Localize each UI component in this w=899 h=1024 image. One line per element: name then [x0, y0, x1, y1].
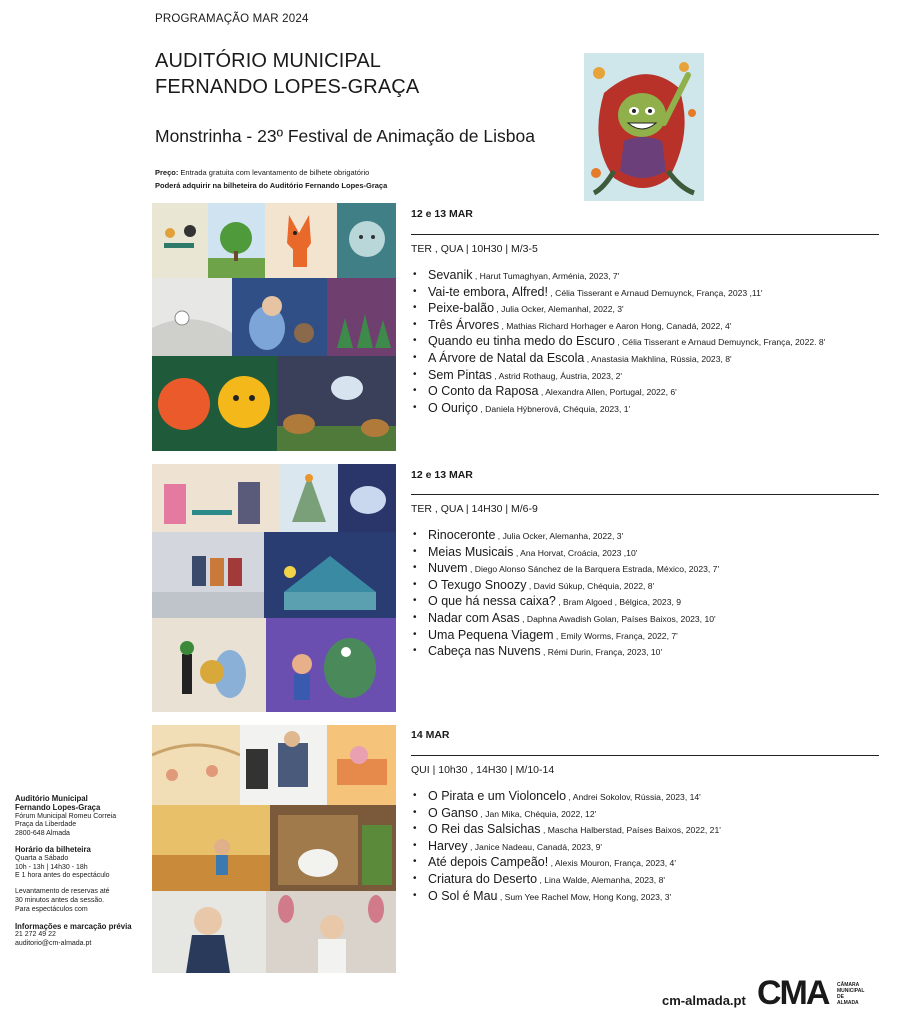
- film-item: • O Rei das Salsichas , Mascha Halberstad, Países Baixos, 2022, 21': [413, 822, 721, 837]
- film-still: [240, 725, 327, 805]
- film-item: • Peixe-balão , Julia Ocker, Alemanhal, 2022, 3': [413, 301, 624, 316]
- section-2-film-list: [413, 527, 719, 660]
- film-still: [152, 725, 240, 805]
- film-item: • Harvey , Janice Nadeau, Canadá, 2023, 9': [413, 838, 603, 853]
- sidebar-address-line: Praça da Liberdade: [15, 821, 77, 829]
- film-still: [152, 464, 280, 532]
- film-item: • O Ganso , Jan Mika, Chéquia, 2022, 12': [413, 805, 597, 820]
- sidebar-box-office-line: E 1 hora antes do espectáculo: [15, 872, 110, 880]
- sidebar-box-office-title: Horário da bilheteira: [15, 844, 91, 854]
- film-item: • A Árvore de Natal da Escola , Anastasia Makhlina, Rússia, 2023, 8': [413, 350, 732, 365]
- film-item: • Vai-te embora, Alfred! , Célia Tisserant e Arnaud Demuynck, França, 2023 ,11': [413, 284, 763, 299]
- film-item: • O Sol é Mau , Sum Yee Rachel Mow, Hong Kong, 2023, 3': [413, 888, 672, 903]
- film-still: [266, 891, 396, 973]
- film-item: • Quando eu tinha medo do Escuro , Célia Tisserant e Arnaud Demuynck, França, 2022. 8': [413, 334, 826, 349]
- film-still: [232, 278, 327, 356]
- cma-logo-caption: CÂMARA MUNICIPAL DE ALMADA: [837, 982, 865, 1006]
- film-still: [152, 805, 270, 891]
- film-item: • Sevanik , Harut Tumaghyan, Arménia, 2023, 7': [413, 268, 620, 282]
- venue-title-line1: AUDITÓRIO MUNICIPAL: [155, 50, 381, 72]
- venue-info-sidebar: [15, 795, 132, 949]
- film-still: [152, 203, 208, 278]
- film-item: • O que há nessa caixa? , Bram Algoed , Bélgica, 2023, 9: [413, 594, 682, 609]
- section-3-film-list: [413, 788, 721, 904]
- sidebar-phone: 21 272 49 22: [15, 931, 56, 939]
- film-still: [277, 356, 396, 451]
- section-1-date: 12 e 13 MAR: [411, 208, 473, 220]
- sidebar-address-line: 2800-648 Almada: [15, 830, 70, 838]
- film-stills-mosaic: [152, 464, 396, 712]
- film-item: • Nadar com Asas , Daphna Awadish Golan, Países Baixos, 2023, 10': [413, 610, 716, 625]
- film-stills-mosaic: [152, 725, 396, 973]
- venue-title-line2: FERNANDO LOPES-GRAÇA: [155, 76, 420, 98]
- sidebar-venue-name: Auditório Municipal: [15, 794, 88, 803]
- film-still: [327, 725, 396, 805]
- section-2-divider: [411, 494, 879, 495]
- film-item: • O Ouriço , Daniela Hýbnerová, Chéquia, 2023, 1': [413, 400, 631, 415]
- film-still: [152, 532, 264, 618]
- film-still: [270, 805, 396, 891]
- film-item: • O Conto da Raposa , Alexandra Allen, Portugal, 2022, 6': [413, 384, 677, 399]
- sidebar-email[interactable]: auditorio@cm-almada.pt: [15, 940, 92, 948]
- section-3-divider: [411, 755, 879, 756]
- cma-logo-mark: CMA: [757, 974, 829, 1012]
- venue-title: [155, 48, 419, 100]
- film-still: [152, 356, 277, 451]
- section-3-session: QUI | 10h30 , 14H30 | M/10-14: [411, 764, 555, 776]
- sidebar-box-office-line: Quarta a Sábado: [15, 854, 69, 862]
- film-item: • Uma Pequena Viagem , Emily Worms, França, 2022, 7': [413, 627, 678, 642]
- sidebar-reservation-line: Para espectáculos com: [15, 905, 88, 913]
- section-2-date: 12 e 13 MAR: [411, 469, 473, 481]
- film-still: [338, 464, 396, 532]
- section-1-session: TER , QUA | 10H30 | M/3-5: [411, 243, 538, 255]
- film-stills-mosaic: [152, 203, 396, 451]
- film-still: [152, 278, 232, 356]
- sidebar-box-office-line: 10h - 13h | 14h30 - 18h: [15, 863, 88, 871]
- sidebar-info-title: Informações e marcação prévia: [15, 921, 132, 931]
- sidebar-reservation-line: 30 minutos antes da sessão.: [15, 896, 105, 904]
- film-still: [280, 464, 338, 532]
- film-item: • Três Árvores , Mathias Richard Horhager e Aaron Hong, Canadá, 2022, 4': [413, 317, 732, 332]
- section-1-film-list: [413, 267, 825, 416]
- film-still: [337, 203, 396, 278]
- price-label: Preço:: [155, 168, 179, 177]
- film-item: • Meias Musicais , Ana Horvat, Croácia, 2023 ,10': [413, 544, 638, 559]
- section-1-divider: [411, 234, 879, 235]
- film-still: [265, 203, 337, 278]
- film-still: [208, 203, 265, 278]
- film-item: • Até depois Campeão! , Alexis Mouron, França, 2023, 4': [413, 855, 676, 870]
- price-text: Entrada gratuita com levantamento de bilhete obrigatório: [178, 168, 370, 177]
- program-eyebrow: PROGRAMAÇÃO MAR 2024: [155, 13, 309, 25]
- sidebar-reservation-line: Levantamento de reservas até: [15, 888, 110, 896]
- website-link[interactable]: cm-almada.pt: [662, 993, 746, 1008]
- section-2-session: TER , QUA | 14H30 | M/6-9: [411, 503, 538, 515]
- film-item: • Cabeça nas Nuvens , Rémi Durin, França, 2023, 10': [413, 644, 663, 659]
- film-item: • Nuvem , Diego Alonso Sánchez de la Barquera Estrada, México, 2023, 7': [413, 561, 720, 576]
- cma-logo: [757, 974, 865, 1014]
- film-item: • Criatura do Deserto , Lina Walde, Alemanha, 2023, 8': [413, 871, 666, 886]
- film-still: [264, 532, 396, 618]
- film-item: • Rinoceronte , Julia Ocker, Alemanha, 2022, 3': [413, 528, 624, 542]
- session-section-2: [152, 464, 396, 712]
- film-still: [266, 618, 396, 712]
- festival-title: Monstrinha - 23º Festival de Animação de Lisboa: [155, 126, 535, 146]
- film-item: • Sem Pintas , Astrid Rothaug, Áustria, 2023, 2': [413, 367, 623, 382]
- price-info: [155, 166, 387, 192]
- film-item: • O Texugo Snoozy , David Súkup, Chéquia, 2022, 8': [413, 577, 655, 592]
- section-3-date: 14 MAR: [411, 729, 450, 741]
- film-still: [152, 891, 266, 973]
- sidebar-venue-name-2: Fernando Lopes-Graça: [15, 802, 101, 812]
- film-still: [152, 618, 266, 712]
- session-section-3: [152, 725, 396, 973]
- ticket-info: Poderá adquirir na bilheteira do Auditório Fernando Lopes-Graça: [155, 181, 388, 190]
- sidebar-address-line: Fórum Municipal Romeu Correia: [15, 812, 117, 820]
- festival-poster-image: [584, 53, 704, 201]
- film-item: • O Pirata e um Violoncelo , Andrei Sokolov, Rússia, 2023, 14': [413, 789, 701, 803]
- film-still: [327, 278, 396, 356]
